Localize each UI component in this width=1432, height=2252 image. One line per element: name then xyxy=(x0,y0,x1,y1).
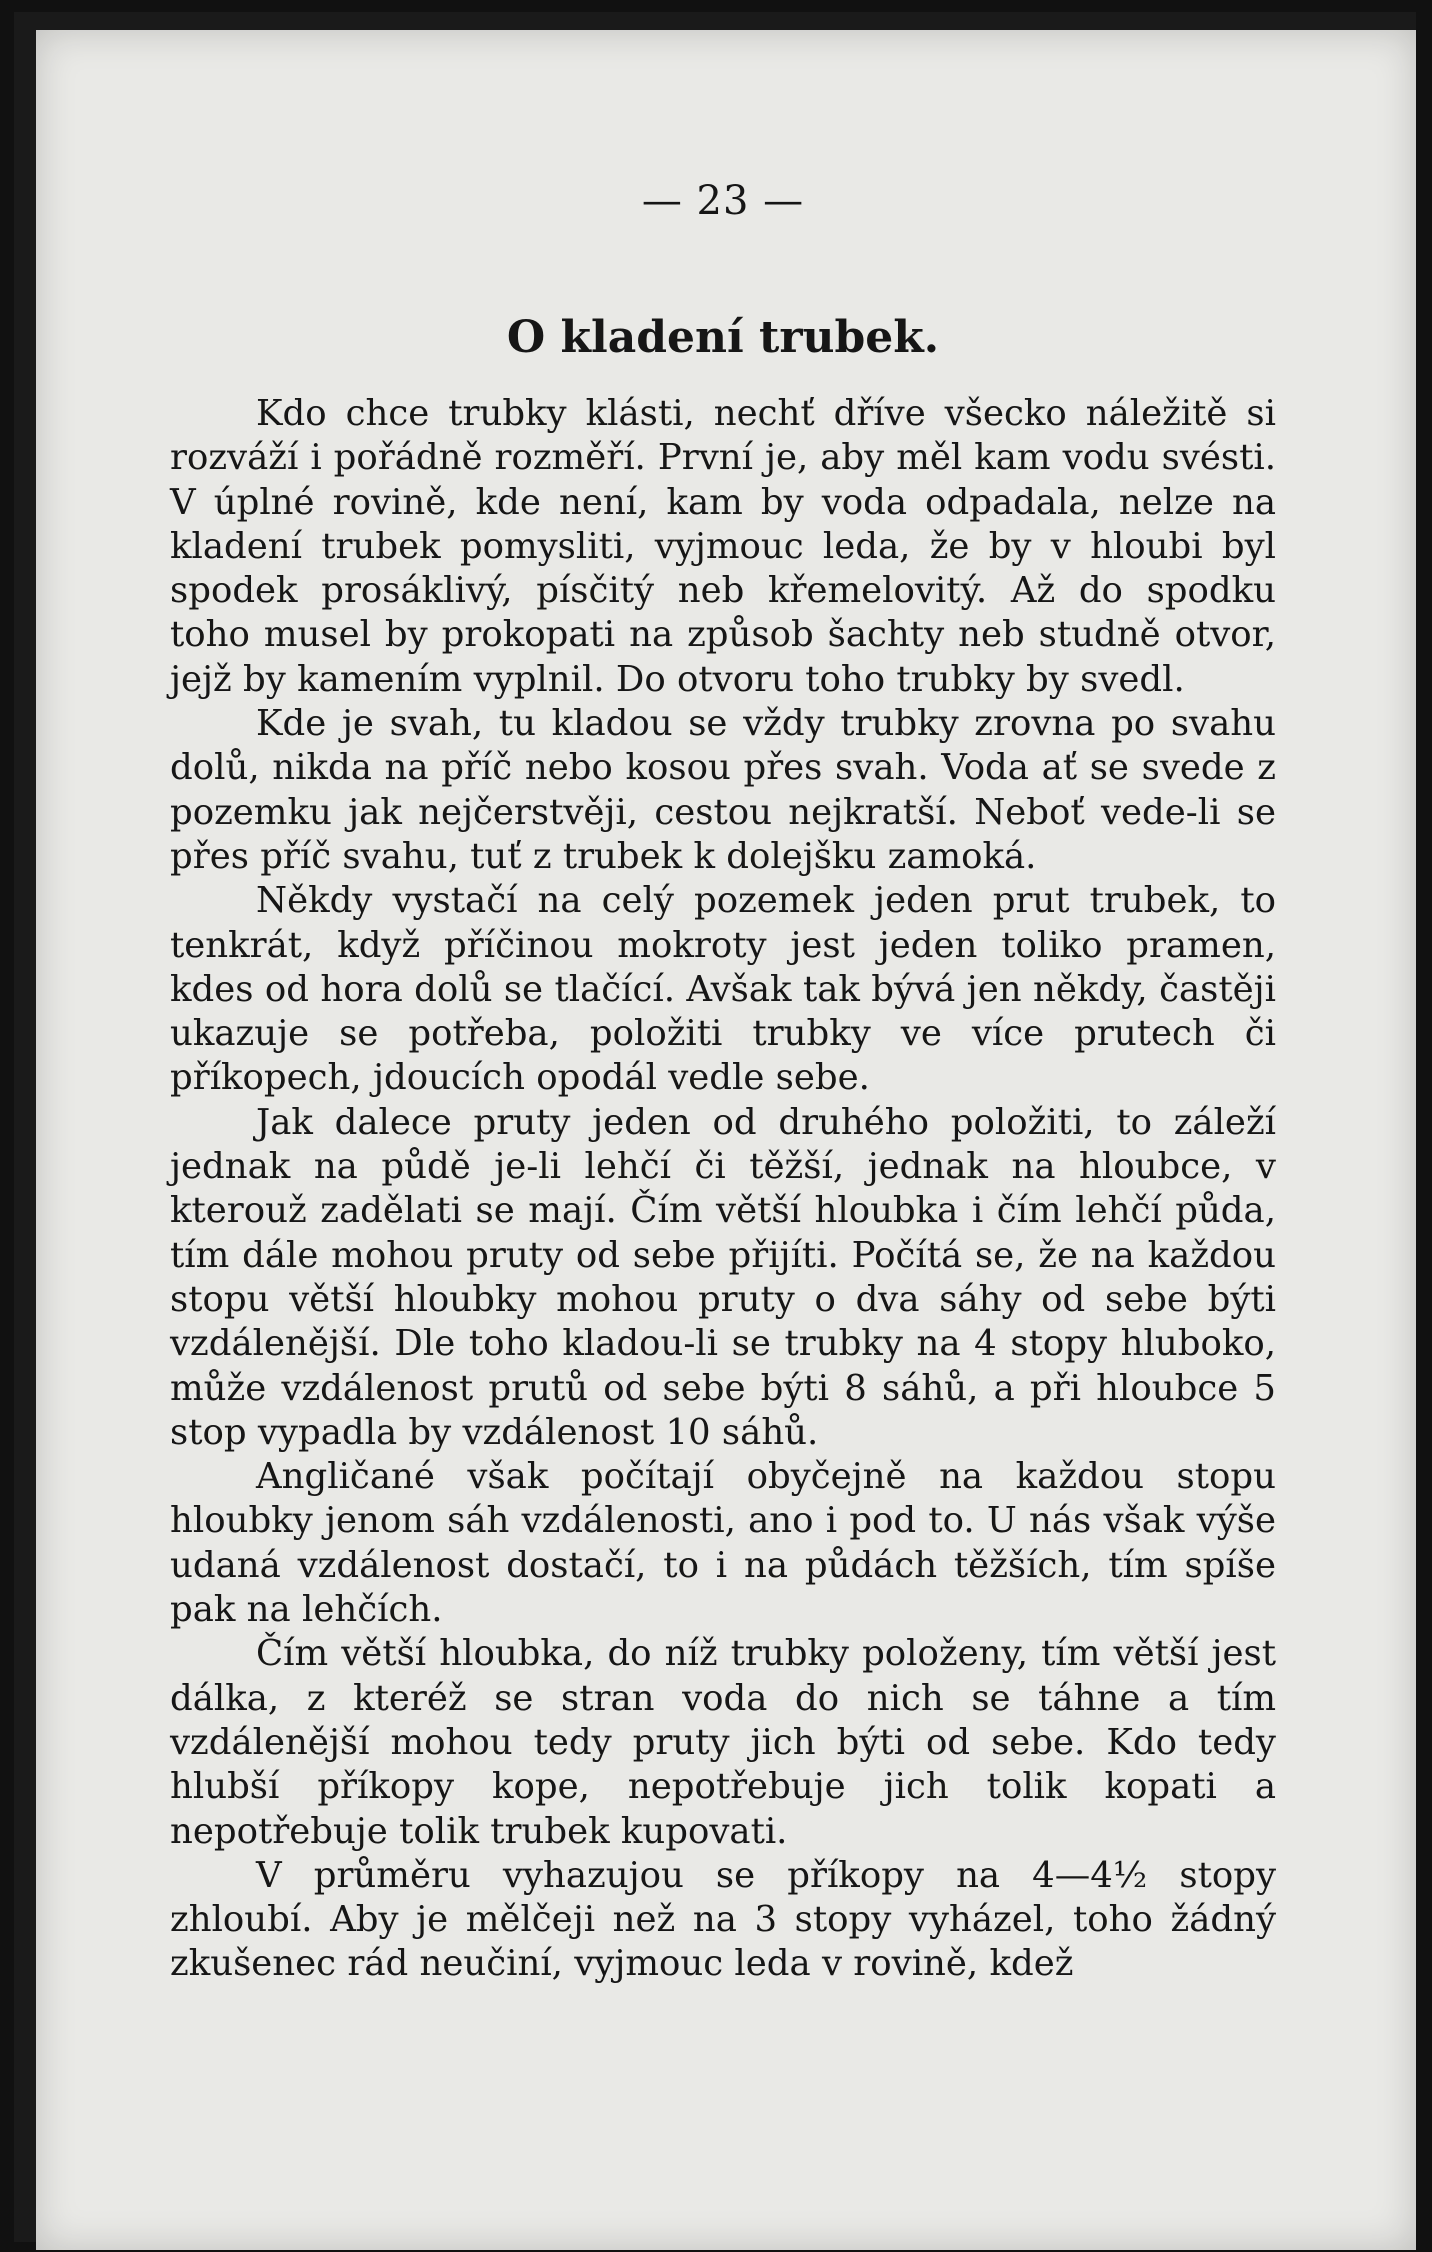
paragraph: Kde je svah, tu kladou se vždy trubky zrovna po svahu dolů, nikda na příč nebo kosou přes svah. Voda ať se svede z pozemku jak nejčerstvěji, cestou nejkratší. Neboť vede-li se přes příč svahu, tuť z trubek k dolejšku zamoká. xyxy=(170,703,1276,877)
paragraph: Někdy vystačí na celý pozemek jeden prut trubek, to tenkrát, když příčinou mokroty jest jeden toliko pramen, kdes od hora dolů se tlačící. Avšak tak bývá jen někdy, častěji ukazuje se potřeba, položiti trubky ve více prutech či příkopech, jdoucích opodál vedle sebe. xyxy=(170,880,1276,1099)
book-page xyxy=(36,30,1416,2250)
body-text xyxy=(170,392,1276,1987)
paragraph: Kdo chce trubky klásti, nechť dříve všecko náležitě si rozváží i pořádně rozměří. První je, aby měl kam vodu svésti. V úplné rovině, kde není, kam by voda odpadala, nelze na kladení trubek pomysliti, vyjmouc leda, že by v hloubi byl spodek prosáklivý, písčitý neb křemelovitý. Až do spodku toho musel by prokopati na způsob šachty neb studně otvor, jejž by kamením vyplnil. Do otvoru toho trubky by svedl. xyxy=(170,393,1276,700)
paragraph: Angličané však počítají obyčejně na každou stopu hloubky jenom sáh vzdálenosti, ano i pod to. U nás však výše udaná vzdálenost dostačí, to i na půdách těžších, tím spíše pak na lehčích. xyxy=(170,1456,1276,1631)
scan-frame xyxy=(14,12,1416,2242)
paragraph: Čím větší hloubka, do níž trubky položeny, tím větší jest dálka, z kteréž se stran voda do nich se táhne a tím vzdálenější mohou tedy pruty jich býti od sebe. Kdo tedy hlubší příkopy kope, nepotřebuje jich tolik kopati a nepotřebuje tolik trubek kupovati. xyxy=(170,1633,1276,1852)
page-number: — 23 — xyxy=(641,178,805,224)
paragraph: Jak dalece pruty jeden od druhého položiti, to záleží jednak na půdě je-li lehčí či těžší, jednak na hloubce, v kterouž zadělati se mají. Čím větší hloubka i čím lehčí půda, tím dále mohou pruty od sebe přijíti. Počítá se, že na každou stopu větší hloubky mohou pruty o dva sáhy od sebe býti vzdálenější. Dle toho kladou-li se trubky na 4 stopy hluboko, může vzdálenost prutů od sebe býti 8 sáhů, a při hloubce 5 stop vypadla by vzdálenost 10 sáhů. xyxy=(170,1101,1276,1453)
section-heading: O kladení trubek. xyxy=(506,312,940,363)
paragraph: V průměru vyhazujou se příkopy na 4—4½ stopy zhloubí. Aby je mělčeji než na 3 stopy vyházel, toho žádný zkušenec rád neučiní, vyjmouc leda v rovině, kdež xyxy=(170,1854,1276,1985)
